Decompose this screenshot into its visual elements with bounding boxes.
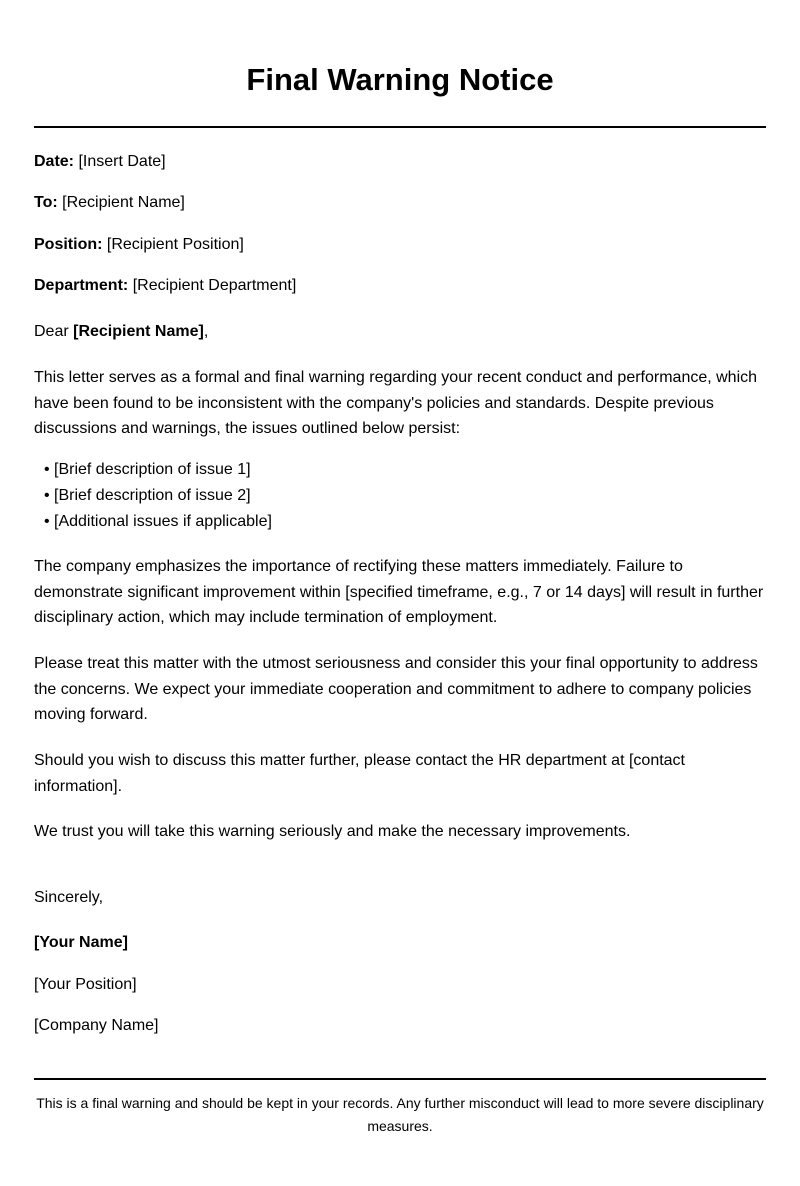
- list-item: • [Brief description of issue 1]: [44, 457, 272, 483]
- closing-paragraph: We trust you will take this warning seriously and make the necessary improvements.: [34, 823, 631, 840]
- salutation-name: [Recipient Name]: [73, 323, 204, 340]
- position-value: [Recipient Position]: [106, 236, 244, 253]
- signature-company: [Company Name]: [34, 1017, 159, 1034]
- salutation-prefix: Dear: [34, 323, 74, 340]
- intro-paragraph: This letter serves as a formal and final warning regarding your recent conduct and performance, which have been found to be inconsistent with the company's policies and standards. Despite previous discussions and warnings, the issues outlined below persist:: [34, 369, 758, 437]
- signature-name: [Your Name]: [34, 934, 128, 951]
- page-title: Final Warning Notice: [246, 62, 554, 97]
- position-line: [34, 235, 244, 255]
- salutation-suffix: ,: [203, 323, 209, 340]
- list-item: • [Additional issues if applicable]: [44, 509, 272, 535]
- salutation: [34, 322, 208, 342]
- to-label: To:: [34, 194, 58, 211]
- list-item: • [Brief description of issue 2]: [44, 483, 272, 509]
- improvement-paragraph: The company emphasizes the importance of rectifying these matters immediately. Failure to demonstrate significant improvement within [specified timeframe, e.g., 7 or 14 days] will result in further disciplinary action, which may include termination of employment.: [34, 558, 764, 626]
- seriousness-paragraph: Please treat this matter with the utmost seriousness and consider this your final opportunity to address the concerns. We expect your immediate cooperation and commitment to adhere to company policies moving forward.: [34, 655, 758, 723]
- contact-paragraph: Should you wish to discuss this matter further, please contact the HR department at [contact information].: [34, 752, 685, 795]
- department-line: [34, 276, 296, 296]
- department-label: Department:: [34, 277, 129, 294]
- to-line: [34, 193, 185, 213]
- to-value: [Recipient Name]: [62, 194, 185, 211]
- footer-divider: [34, 1078, 766, 1080]
- footer-note: This is a final warning and should be kept in your records. Any further misconduct will lead to more severe disciplinary measures.: [36, 1095, 764, 1134]
- date-line: [34, 152, 166, 172]
- signature-position: [Your Position]: [34, 976, 137, 993]
- closing-salutation: Sincerely,: [34, 889, 104, 906]
- date-label: Date:: [34, 153, 75, 170]
- department-value: [Recipient Department]: [132, 277, 297, 294]
- date-value: [Insert Date]: [78, 153, 166, 170]
- position-label: Position:: [34, 236, 103, 253]
- header-divider: [34, 126, 766, 128]
- issues-list: [44, 457, 272, 535]
